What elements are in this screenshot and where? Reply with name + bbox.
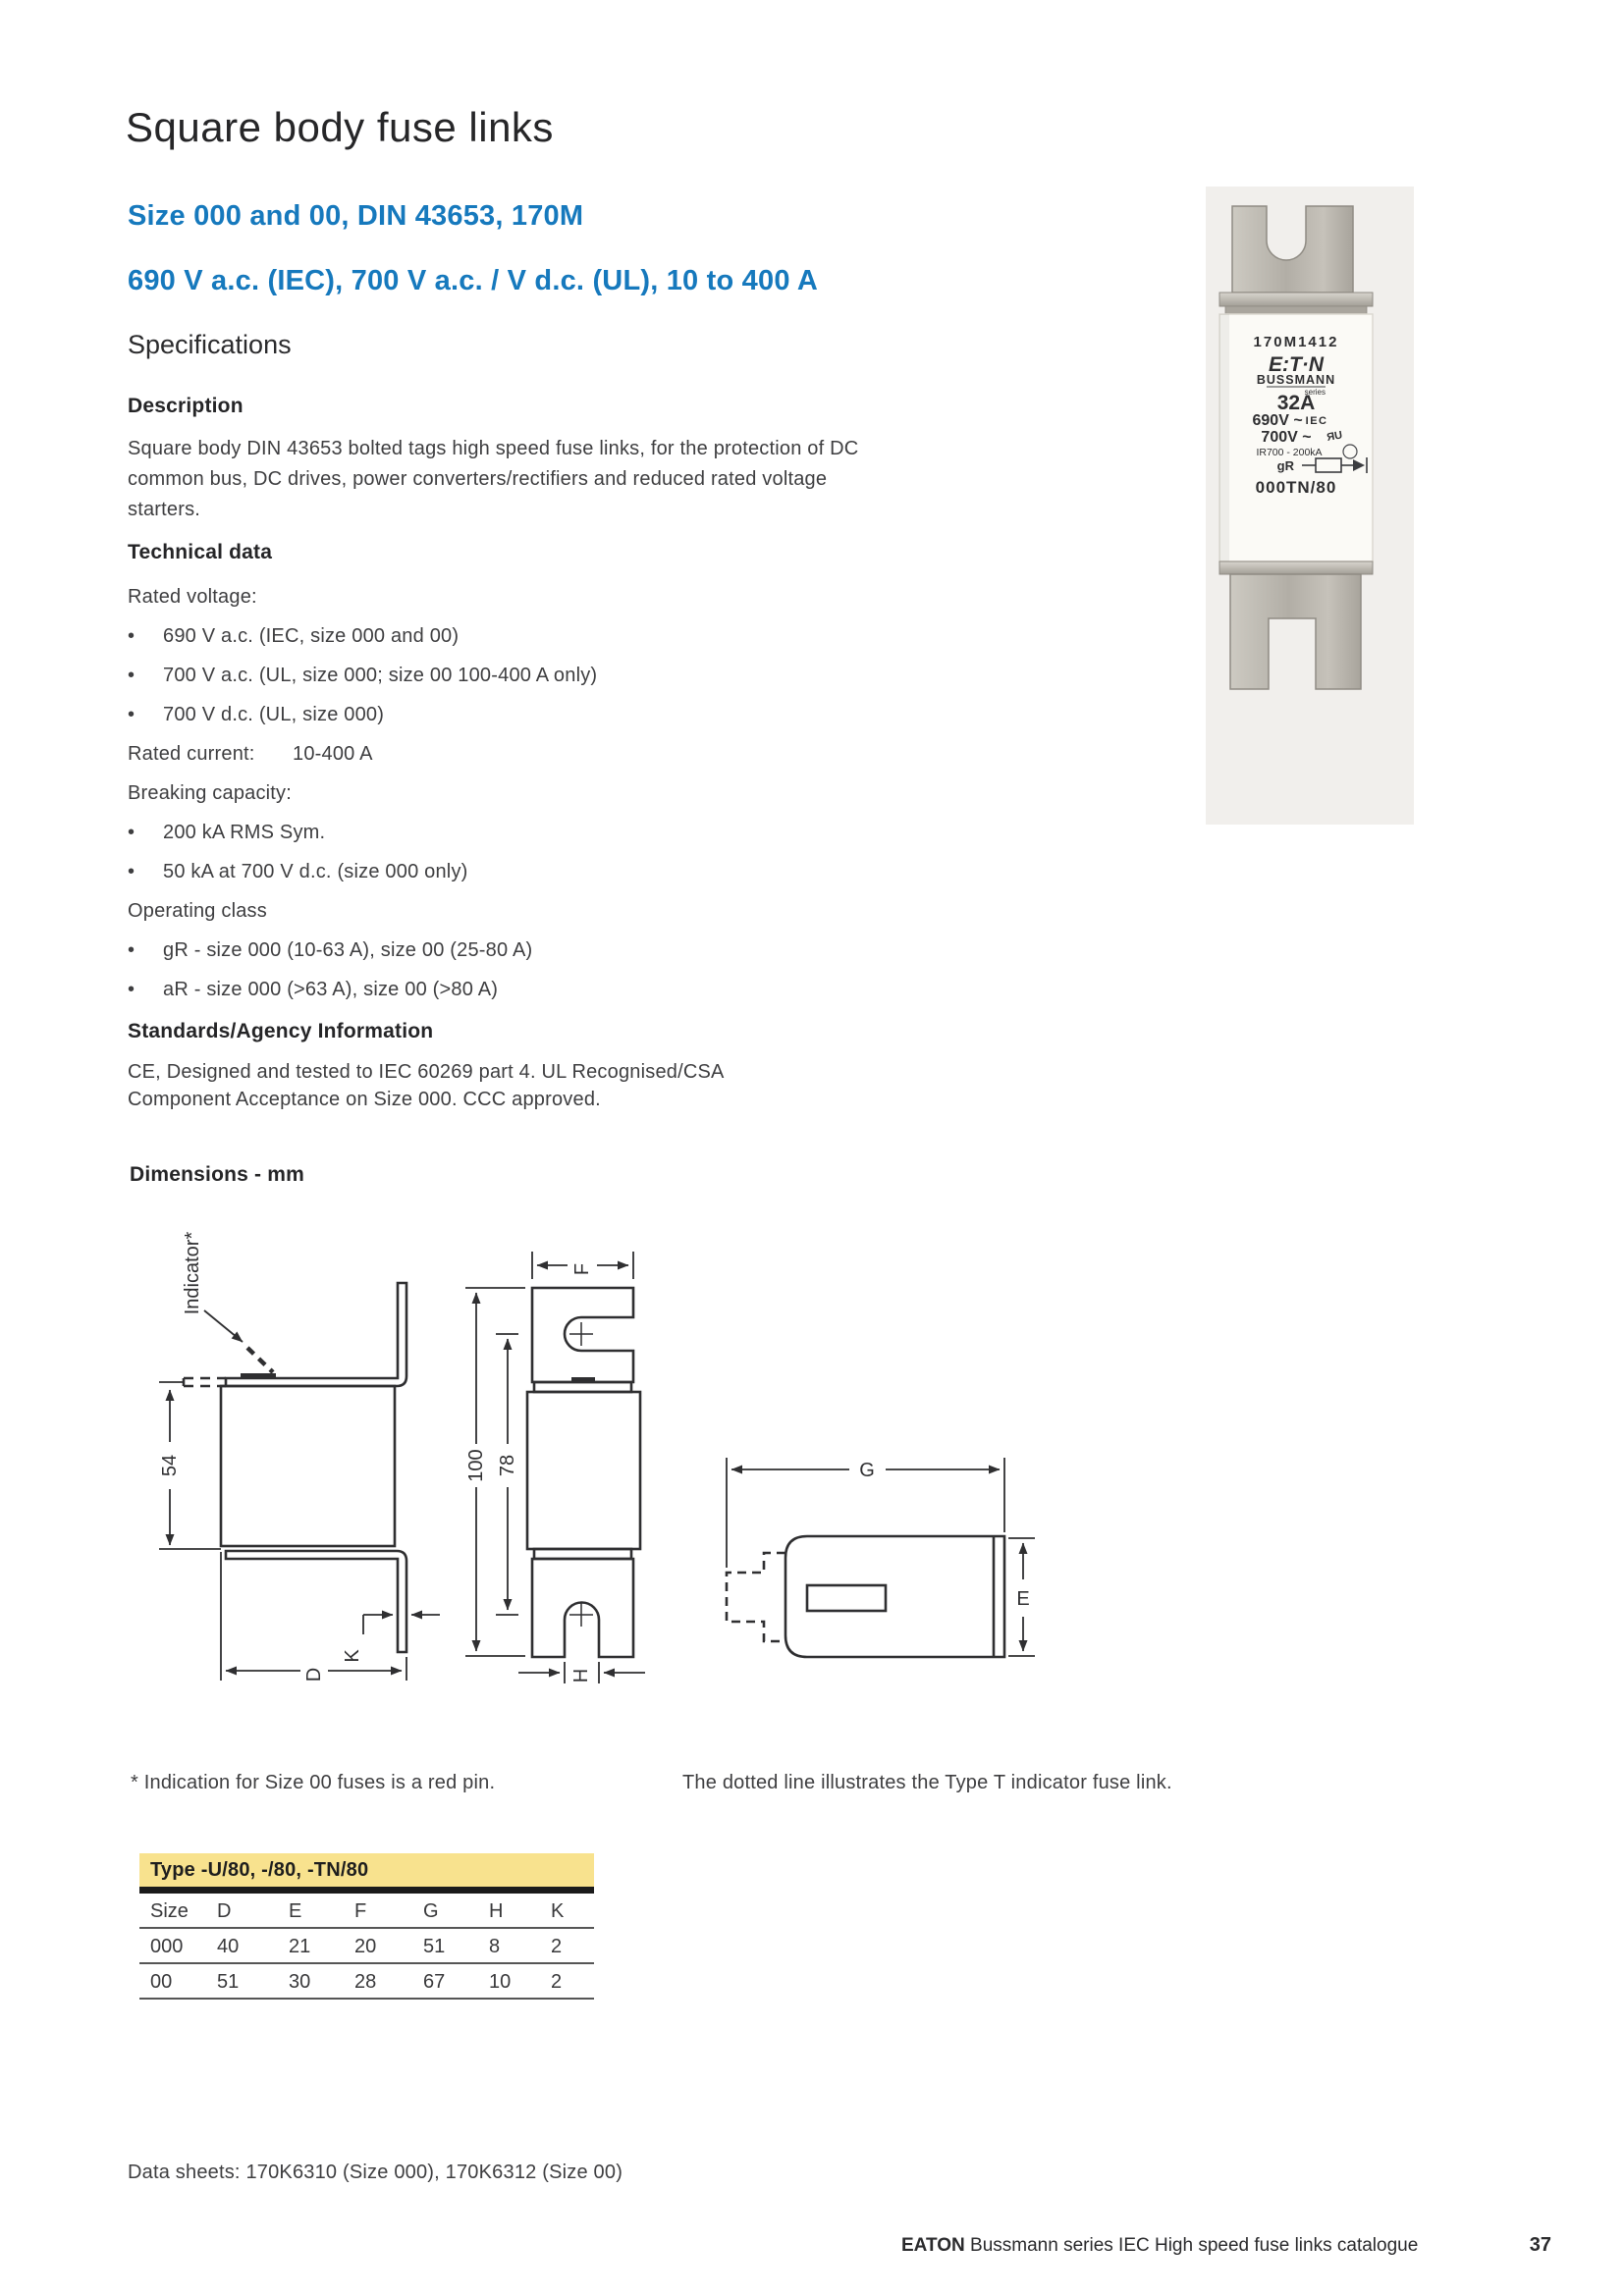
col-header: D bbox=[217, 1900, 232, 1922]
footnote-indicator: * Indication for Size 00 fuses is a red pin. bbox=[131, 1772, 496, 1793]
cell: 51 bbox=[423, 1936, 446, 1957]
fuse-volt-iec: 690V ~ IEC bbox=[1252, 412, 1328, 429]
footer-text bbox=[901, 2235, 1418, 2257]
bussmann-series-sub: series bbox=[1304, 388, 1326, 397]
footer-catalogue-title: Bussmann series IEC High speed fuse links catalogue bbox=[970, 2235, 1419, 2256]
voltage-bullet: • 690 V a.c. (IEC, size 000 and 00) bbox=[128, 616, 597, 656]
cell: 00 bbox=[150, 1971, 173, 1993]
voltage-bullet: • 700 V d.c. (UL, size 000) bbox=[128, 695, 597, 734]
front-view-bottom-tag bbox=[532, 1559, 633, 1657]
fuse-bottom-tag bbox=[1230, 574, 1361, 689]
cell: 20 bbox=[354, 1936, 377, 1957]
cell: 8 bbox=[489, 1936, 501, 1957]
breaking-capacity-label: Breaking capacity: bbox=[128, 782, 293, 804]
subtitle-voltage: 690 V a.c. (IEC), 700 V a.c. / V d.c. (UL), 10 to 400 A bbox=[128, 265, 818, 296]
col-header: H bbox=[489, 1900, 504, 1922]
dimensions-table bbox=[139, 1853, 594, 2000]
front-view-top-tag bbox=[532, 1288, 633, 1382]
fuse-part-number: 170M1412 bbox=[1253, 334, 1339, 350]
col-header: E bbox=[289, 1900, 302, 1922]
rated-current-value: 10-400 A bbox=[293, 743, 373, 765]
fuse-top-tag bbox=[1232, 206, 1353, 293]
cell: 2 bbox=[551, 1936, 563, 1957]
bullet-icon: • bbox=[128, 979, 135, 1000]
operating-class-label: Operating class bbox=[128, 900, 267, 922]
standards-heading: Standards/Agency Information bbox=[128, 1020, 434, 1042]
description-line: starters. bbox=[128, 499, 201, 520]
dim-label-54: 54 bbox=[159, 1454, 181, 1477]
bullet-icon: • bbox=[128, 939, 135, 961]
description-paragraph bbox=[128, 434, 858, 525]
dim-label-K: K bbox=[342, 1649, 363, 1663]
dim-label-G: G bbox=[859, 1460, 875, 1481]
cell: 2 bbox=[551, 1971, 563, 1993]
indicator-leader-dashed bbox=[247, 1348, 273, 1372]
description-line: common bus, DC drives, power converters/rectifiers and reduced rated voltage bbox=[128, 468, 828, 490]
front-view-top-cap bbox=[534, 1382, 631, 1392]
col-header: Size bbox=[150, 1900, 189, 1922]
cell: 30 bbox=[289, 1971, 311, 1993]
cell: 10 bbox=[489, 1971, 512, 1993]
bullet-icon: • bbox=[128, 861, 135, 882]
top-view-body bbox=[785, 1536, 1004, 1657]
page-footer bbox=[901, 2234, 1551, 2257]
fuse-bottom-cap bbox=[1219, 561, 1373, 574]
fuse-photo bbox=[1206, 187, 1414, 825]
bullet-icon: • bbox=[128, 625, 135, 647]
dim-label-F: F bbox=[571, 1262, 593, 1276]
fuse-class-label: gR bbox=[1276, 458, 1294, 473]
table-divider-bar bbox=[139, 1887, 594, 1894]
side-view-top-blade bbox=[226, 1283, 406, 1386]
cell: 67 bbox=[423, 1971, 446, 1993]
fuse-code: 000TN/80 bbox=[1255, 478, 1337, 497]
table-header-row bbox=[139, 1894, 594, 1929]
side-view-blade-dashed bbox=[184, 1378, 226, 1386]
table-row bbox=[139, 1929, 594, 1964]
dim-label-indicator: Indicator* bbox=[182, 1231, 203, 1315]
front-view-body bbox=[527, 1392, 640, 1549]
bussmann-wordmark: BUSSMANN bbox=[1256, 373, 1336, 387]
cell: 40 bbox=[217, 1936, 240, 1957]
footer-brand: EATON bbox=[901, 2235, 965, 2256]
bullet-icon: • bbox=[128, 822, 135, 843]
cell: 51 bbox=[217, 1971, 240, 1993]
top-view-window bbox=[807, 1585, 886, 1611]
col-header: K bbox=[551, 1900, 565, 1922]
cell: 21 bbox=[289, 1936, 311, 1957]
description-line: Square body DIN 43653 bolted tags high speed fuse links, for the protection of DC bbox=[128, 438, 859, 459]
rated-current-label: Rated current: bbox=[128, 743, 255, 765]
dim-label-E: E bbox=[1016, 1588, 1030, 1610]
rated-voltage-label: Rated voltage: bbox=[128, 586, 257, 608]
fuse-amp-rating: 32A bbox=[1276, 392, 1316, 414]
bullet-icon: • bbox=[128, 665, 135, 686]
bullet-icon: • bbox=[128, 704, 135, 725]
type-t-indicator-dashed-outline bbox=[727, 1553, 785, 1641]
standards-line: Component Acceptance on Size 000. CCC approved. bbox=[128, 1089, 601, 1110]
cell: 000 bbox=[150, 1936, 184, 1957]
dim-label-D: D bbox=[303, 1667, 325, 1682]
indicator-mark bbox=[241, 1373, 276, 1378]
voltage-bullet: • 700 V a.c. (UL, size 000; size 00 100-400 A only) bbox=[128, 656, 597, 695]
dimensions-heading: Dimensions - mm bbox=[130, 1163, 305, 1186]
standards-line: CE, Designed and tested to IEC 60269 part 4. UL Recognised/CSA bbox=[128, 1061, 725, 1083]
fuse-photo-graphic bbox=[1206, 187, 1414, 825]
dim-label-100: 100 bbox=[465, 1449, 487, 1482]
fuse-body-shadow bbox=[1219, 314, 1229, 561]
side-view-body bbox=[221, 1386, 395, 1546]
technical-data-list bbox=[128, 577, 597, 1009]
subtitle-size: Size 000 and 00, DIN 43653, 170M bbox=[128, 200, 584, 232]
fuse-top-cap bbox=[1225, 306, 1367, 314]
standards-paragraph bbox=[128, 1058, 725, 1113]
operating-bullet: • gR - size 000 (10-63 A), size 00 (25-80 A) bbox=[128, 931, 597, 970]
dim-label-H: H bbox=[570, 1668, 592, 1683]
front-view-bottom-cap bbox=[534, 1549, 631, 1559]
table-row bbox=[139, 1964, 594, 2000]
side-view-bottom-blade bbox=[226, 1551, 406, 1652]
col-header: G bbox=[423, 1900, 439, 1922]
footnote-dotted-line: The dotted line illustrates the Type T indicator fuse link. bbox=[682, 1772, 1172, 1793]
specifications-heading: Specifications bbox=[128, 330, 292, 359]
ul-mark-icon: ЯU bbox=[1326, 429, 1344, 444]
dim-label-78: 78 bbox=[497, 1454, 518, 1477]
page-number: 37 bbox=[1529, 2234, 1551, 2256]
fuse-top-flange bbox=[1219, 293, 1373, 306]
eaton-logo: E:T·N bbox=[1269, 353, 1324, 376]
rated-current-row bbox=[128, 734, 597, 774]
fuse-ir-rating: IR700 - 200kA bbox=[1256, 447, 1323, 458]
col-header: F bbox=[354, 1900, 367, 1922]
operating-bullet: • aR - size 000 (>63 A), size 00 (>80 A) bbox=[128, 970, 597, 1009]
datasheets-line: Data sheets: 170K6310 (Size 000), 170K6312 (Size 00) bbox=[128, 2162, 623, 2183]
fuse-volt-ul: 700V ~ bbox=[1261, 429, 1312, 446]
page-title: Square body fuse links bbox=[126, 104, 554, 150]
cell: 28 bbox=[354, 1971, 377, 1993]
description-heading: Description bbox=[128, 395, 244, 417]
breaking-bullet: • 200 kA RMS Sym. bbox=[128, 813, 597, 852]
technical-data-heading: Technical data bbox=[128, 541, 273, 563]
breaking-bullet: • 50 kA at 700 V d.c. (size 000 only) bbox=[128, 852, 597, 891]
table-title: Type -U/80, -/80, -TN/80 bbox=[139, 1853, 594, 1887]
dimension-drawing bbox=[128, 1222, 1090, 1713]
